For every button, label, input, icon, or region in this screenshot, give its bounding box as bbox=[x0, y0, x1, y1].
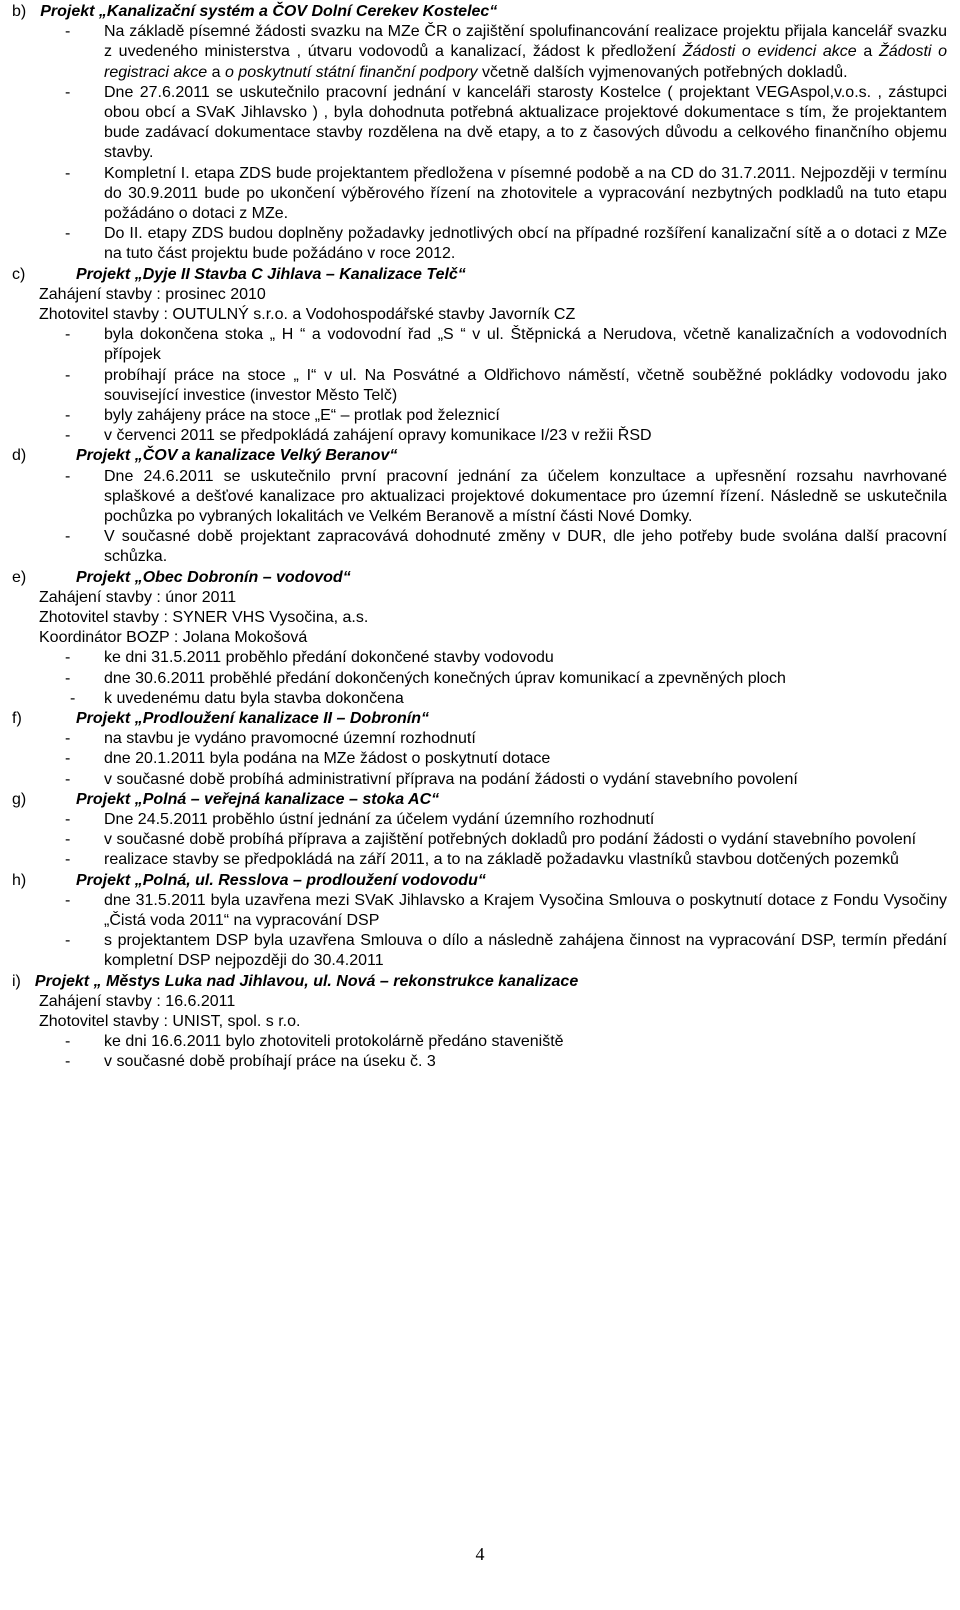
dash-bullet: - bbox=[65, 83, 71, 101]
list-item bbox=[12, 891, 947, 931]
dash-bullet: - bbox=[65, 23, 71, 41]
dash-bullet: - bbox=[65, 1033, 71, 1051]
section-letter: e) bbox=[12, 568, 27, 586]
dash-bullet: - bbox=[65, 326, 71, 344]
dash-bullet: - bbox=[65, 770, 71, 788]
info-line: Koordinátor BOZP : Jolana Mokošová bbox=[39, 629, 308, 647]
section-title: Projekt „Polná – veřejná kanalizace – stoka AC“ bbox=[76, 790, 440, 808]
item-text: dne 31.5.2011 byla uzavřena mezi SVaK Jihlavsko a Krajem Vysočina Smlouva o poskytnutí dotace z Fondu Vysočiny „Čistá voda 2011“ na vypracování DSP bbox=[104, 891, 947, 930]
item-text: ke dni 16.6.2011 bylo zhotoviteli protokolárně předáno staveniště bbox=[104, 1033, 564, 1051]
section-heading bbox=[12, 871, 947, 891]
list-item bbox=[12, 931, 947, 971]
dash-bullet: - bbox=[65, 427, 71, 445]
list-item bbox=[12, 770, 947, 790]
item-text: s projektantem DSP byla uzavřena Smlouva o dílo a následně zahájena činnost na vypracování DSP, termín předání kompletní DSP nejpozději do 30.4.2011 bbox=[104, 932, 947, 970]
list-item bbox=[12, 467, 947, 528]
info-line: Zhotovitel stavby : UNIST, spol. s r.o. bbox=[39, 1013, 301, 1031]
document-page bbox=[12, 2, 947, 1073]
bullet-list bbox=[12, 22, 947, 264]
list-item bbox=[12, 224, 947, 264]
list-item bbox=[12, 830, 947, 850]
item-text: byly zahájeny práce na stoce „E“ – protlak pod železnicí bbox=[104, 407, 500, 425]
list-item bbox=[12, 83, 947, 164]
list-item bbox=[12, 1052, 947, 1072]
info-line: Zahájení stavby : 16.6.2011 bbox=[39, 992, 236, 1010]
list-item bbox=[12, 810, 947, 830]
dash-bullet: - bbox=[65, 407, 71, 425]
list-item bbox=[12, 366, 947, 406]
section-5 bbox=[12, 790, 947, 871]
list-item bbox=[12, 689, 947, 709]
dash-bullet: - bbox=[65, 366, 71, 384]
section-1 bbox=[12, 265, 947, 447]
item-text: V současné době projektant zapracovává dohodnuté změny v DUR, dle jeho potřeby bude svolána další pracovní schůzka. bbox=[104, 528, 947, 566]
dash-bullet: - bbox=[65, 225, 71, 243]
list-item bbox=[12, 325, 947, 365]
item-text: probíhají práce na stoce „ I“ v ul. Na Posvátné a Oldřichovo náměstí, včetně souběžné pokládky vodovodu jako související investice (investor Město Telč) bbox=[104, 366, 947, 404]
bullet-list bbox=[12, 891, 947, 972]
dash-bullet: - bbox=[65, 851, 71, 869]
section-letter: d) bbox=[12, 447, 27, 465]
item-text: Dne 24.6.2011 se uskutečnilo první pracovní jednání za účelem konzultace a upřesnění rozsahu navrhované splaškové a dešťové kanalizace pro aktualizaci projektové dokumentace pro územní řízení. Následně se uskutečnila pochůzka po vybraných lokalitách ve Velkém Beranově a místní části Nové Domky. bbox=[104, 467, 947, 526]
dash-bullet: - bbox=[65, 811, 71, 829]
bullet-list bbox=[12, 810, 947, 871]
item-text: a bbox=[856, 43, 879, 61]
section-heading bbox=[12, 709, 947, 729]
list-item bbox=[12, 164, 947, 225]
section-title: Projekt „Polná, ul. Resslova – prodloužení vodovodu“ bbox=[76, 871, 486, 889]
item-text: Dne 24.5.2011 proběhlo ústní jednání za účelem vydání územního rozhodnutí bbox=[104, 811, 655, 829]
dash-bullet: - bbox=[70, 689, 76, 707]
item-text: v červenci 2011 se předpokládá zahájení opravy komunikace I/23 v režii ŘSD bbox=[104, 427, 652, 445]
bullet-list bbox=[12, 1032, 947, 1072]
italic-text: o poskytnutí státní finanční podpory bbox=[224, 63, 478, 81]
list-item bbox=[12, 22, 947, 83]
item-text: Na základě písemné žádosti svazku na MZe ČR o zajištění spolufinancování realizace projektu přijala kancelář svazku z uvedeného ministerstva , útvaru vodovodů a kanalizací, žádost k předložení bbox=[104, 23, 947, 61]
list-item bbox=[12, 426, 947, 446]
section-4 bbox=[12, 709, 947, 790]
section-heading bbox=[12, 790, 947, 810]
item-text: dne 30.6.2011 proběhlé předání dokončených konečných úprav komunikací a zpevněných ploch bbox=[104, 669, 786, 687]
list-item bbox=[12, 648, 947, 668]
dash-bullet: - bbox=[65, 831, 71, 849]
italic-text: Žádosti o registraci akce bbox=[104, 43, 948, 81]
section-letter: c) bbox=[12, 265, 26, 283]
section-3 bbox=[12, 568, 947, 709]
item-text: ke dni 31.5.2011 proběhlo předání dokončené stavby vodovodu bbox=[104, 649, 554, 667]
italic-text: Žádosti o evidenci akce bbox=[682, 43, 857, 61]
list-item bbox=[12, 406, 947, 426]
dash-bullet: - bbox=[65, 932, 71, 950]
list-item bbox=[12, 749, 947, 769]
section-letter: f) bbox=[12, 710, 22, 728]
item-text: na stavbu je vydáno pravomocné územní rozhodnutí bbox=[104, 730, 476, 748]
section-0 bbox=[12, 2, 947, 265]
item-text: včetně dalších vyjmenovaných potřebných dokladů. bbox=[477, 63, 848, 81]
section-letter: h) bbox=[12, 871, 27, 889]
info-line: Zahájení stavby : únor 2011 bbox=[39, 588, 237, 606]
section-title: Projekt „Prodloužení kanalizace II – Dobronín“ bbox=[76, 710, 429, 728]
dash-bullet: - bbox=[65, 891, 71, 909]
info-line: Zahájení stavby : prosinec 2010 bbox=[39, 285, 266, 303]
list-item bbox=[12, 729, 947, 749]
bullet-list bbox=[12, 729, 947, 790]
info-line: Zhotovitel stavby : SYNER VHS Vysočina, a.s. bbox=[39, 609, 369, 627]
dash-bullet: - bbox=[65, 467, 71, 485]
page-number: 4 bbox=[475, 1544, 485, 1564]
section-heading bbox=[12, 265, 947, 285]
section-title: Projekt „Dyje II Stavba C Jihlava – Kanalizace Telč“ bbox=[76, 265, 466, 283]
section-title: Projekt „Kanalizační systém a ČOV Dolní Cerekev Kostelec“ bbox=[40, 3, 498, 20]
dash-bullet: - bbox=[65, 750, 71, 768]
section-letter: g) bbox=[12, 790, 27, 808]
item-text: Dne 27.6.2011 se uskutečnilo pracovní jednání v kanceláři starosty Kostelce ( projektant VEGAspol,v.o.s. , zástupci obou obcí a SVaK Jihlavsko ) , byla dohodnuta potřebná aktualizace projektové dokumentace s tím, že projektantem bude zadávací dokumentace stavby rozdělena na dvě etapy, a to z časových důvodu a celkového finančního objemu stavby. bbox=[104, 83, 947, 162]
section-title: Projekt „ Městys Luka nad Jihlavou, ul. Nová – rekonstrukce kanalizace bbox=[34, 972, 579, 990]
section-6 bbox=[12, 871, 947, 972]
item-text: k uvedenému datu byla stavba dokončena bbox=[104, 689, 404, 707]
dash-bullet: - bbox=[65, 649, 71, 667]
item-text: byla dokončena stoka „ H “ a vodovodní řad „S “ v ul. Štěpnická a Nerudova, včetně kanalizačních a vodovodních přípojek bbox=[104, 326, 947, 364]
dash-bullet: - bbox=[65, 730, 71, 748]
list-item bbox=[12, 1032, 947, 1052]
section-heading bbox=[12, 446, 947, 466]
bullet-list bbox=[12, 648, 947, 709]
item-text: v současné době probíhá administrativní příprava na podání žádosti o vydání stavebního povolení bbox=[104, 770, 798, 788]
item-text: Do II. etapy ZDS budou doplněny požadavky jednotlivých obcí na případné rozšíření kanalizační sítě a o dotaci z MZe na tuto část projektu bude požádáno v roce 2012. bbox=[104, 225, 947, 263]
list-item bbox=[12, 527, 947, 567]
dash-bullet: - bbox=[65, 528, 71, 546]
item-text: realizace stavby se předpokládá na září 2011, a to na základě požadavku vlastníků stavbou dotčených pozemků bbox=[104, 851, 899, 869]
item-text: v současné době probíhá příprava a zajištění potřebných dokladů pro podání žádosti o vydání stavebního povolení bbox=[104, 831, 917, 849]
section-7 bbox=[12, 972, 947, 1073]
dash-bullet: - bbox=[65, 669, 71, 687]
bullet-list bbox=[12, 467, 947, 568]
section-heading bbox=[12, 568, 947, 588]
section-letter: i) bbox=[12, 972, 21, 990]
section-title: Projekt „Obec Dobronín – vodovod“ bbox=[76, 568, 351, 586]
item-text: Kompletní I. etapa ZDS bude projektantem předložena v písemné podobě a na CD do 31.7.2011. Nejpozději v termínu do 30.9.2011 bude po ukončení výběrového řízení na zhotovitele a vypracování nezbytných podkladů na tuto etapu požádáno o dotaci z MZe. bbox=[104, 164, 947, 223]
list-item bbox=[12, 850, 947, 870]
section-heading bbox=[12, 2, 947, 22]
dash-bullet: - bbox=[65, 164, 71, 182]
section-2 bbox=[12, 446, 947, 567]
info-line: Zhotovitel stavby : OUTULNÝ s.r.o. a Vodohospodářské stavby Javorník CZ bbox=[39, 306, 576, 324]
dash-bullet: - bbox=[65, 1053, 71, 1071]
item-text: a bbox=[207, 63, 225, 81]
list-item bbox=[12, 669, 947, 689]
bullet-list bbox=[12, 325, 947, 446]
section-letter: b) bbox=[12, 3, 27, 20]
item-text: v současné době probíhají práce na úseku č. 3 bbox=[104, 1053, 436, 1071]
item-text: dne 20.1.2011 byla podána na MZe žádost o poskytnutí dotace bbox=[104, 750, 551, 768]
section-heading bbox=[12, 972, 947, 992]
section-title: Projekt „ČOV a kanalizace Velký Beranov“ bbox=[76, 447, 398, 465]
